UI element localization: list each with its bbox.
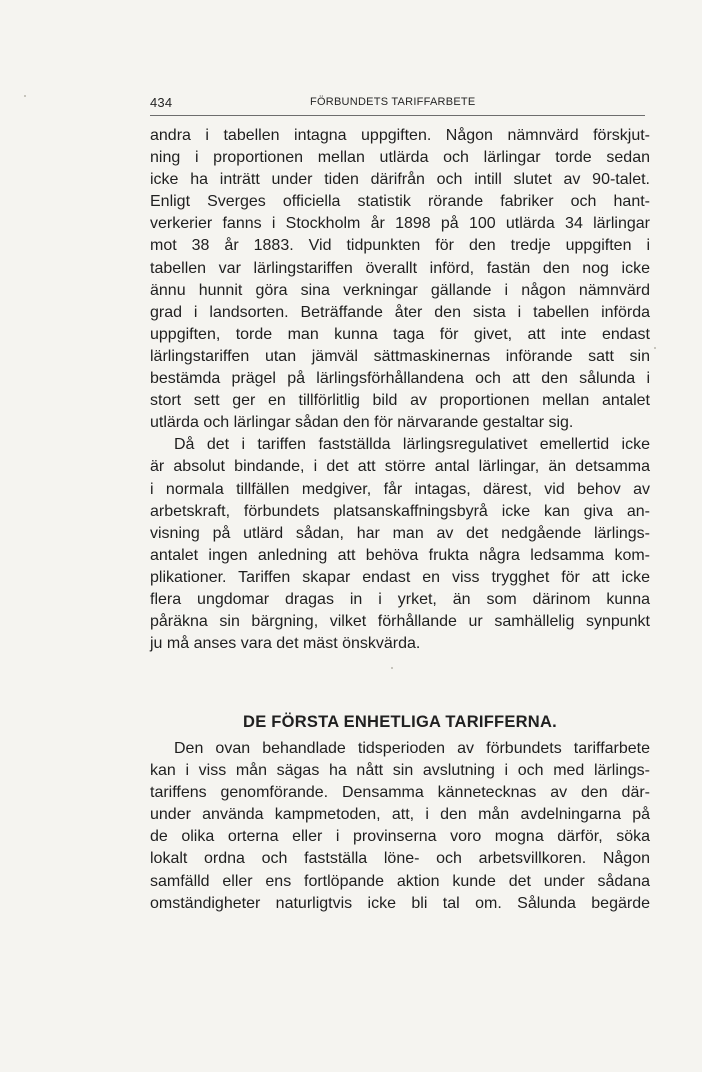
text-line: bestämda prägel på lärlingsförhållandena och att den sålunda i [150, 370, 650, 388]
text-line: mot 38 år 1883. Vid tidpunkten för den tredje uppgiften i [150, 237, 650, 255]
text-line: flera ungdomar dragas in i yrket, än som därinom kunna [150, 590, 650, 608]
text-line: är absolut bindande, i det att större antal lärlingar, än detsamma [150, 458, 650, 476]
text-line: ning i proportionen mellan utlärda och lärlingar torde sedan [150, 149, 650, 167]
text-line: påräkna sin bärgning, vilket förhållande ur samhällelig synpunkt [150, 613, 650, 631]
text-line: lokalt ordna och fastställa löne- och arbetsvillkoren. Någon [150, 850, 650, 868]
body-text-lower [150, 738, 650, 915]
text-line: kan i viss mån sägas ha nått sin avslutning i och med lärlings- [150, 762, 650, 780]
text-line: i normala tillfällen medgiver, får intagas, därest, vid behov av [150, 480, 650, 498]
text-line: Den ovan behandlade tidsperioden av förbundets tariffarbete [174, 740, 650, 757]
running-title: FÖRBUNDETS TARIFFARBETE [310, 96, 476, 108]
text-line: tabellen var lärlingstariffen överallt införd, fastän den nog icke [150, 259, 650, 277]
text-line: Enligt Sverges officiella statistik rörande fabriker och hant- [150, 193, 650, 211]
text-line: Då det i tariffen fastställda lärlingsregulativet emellertid icke [174, 436, 650, 454]
text-line: utlärda och lärlingar sådan den för närvarande gestaltar sig. [150, 414, 574, 432]
body-text-upper [150, 125, 650, 655]
text-line: antalet ingen anledning att behöva frukta några ledsamma kom- [150, 546, 650, 564]
text-line: arbetskraft, förbundets platsanskaffningsbyrå icke kan giva an- [150, 502, 650, 520]
paper-speck [654, 347, 656, 349]
text-line: ännu hunnit göra sina verkningar gällande i någon nämnvärd [150, 281, 650, 299]
text-line: andra i tabellen intagna uppgiften. Någon nämnvärd förskjut- [150, 127, 650, 144]
text-line: tariffens genomförande. Densamma kännetecknas av den där- [150, 784, 650, 802]
text-line: verkerier fanns i Stockholm år 1898 på 100 utlärda 34 lärlingar [150, 215, 650, 233]
running-header [150, 95, 645, 116]
text-line: uppgiften, torde man kunna taga för givet, att inte endast [150, 325, 650, 343]
text-line: icke ha inträtt under tiden därifrån och intill slutet av 90-talet. [150, 171, 650, 189]
text-line: omständigheter naturligtvis icke bli tal om. Sålunda begärde [150, 894, 650, 912]
text-line: lärlingstariffen utan jämväl sättmaskinernas införande satt sin [150, 347, 650, 365]
text-line: de olika orterna eller i provinserna voro mogna därför, söka [150, 828, 650, 846]
paper-speck [391, 667, 393, 669]
text-line: plikationer. Tariffen skapar endast en viss trygghet för att icke [150, 568, 650, 586]
text-line: grad i landsorten. Beträffande åter den sista i tabellen införda [150, 303, 650, 321]
paper-speck [24, 95, 26, 97]
page-number: 434 [150, 95, 173, 110]
text-line: ju må anses vara det mäst önskvärda. [150, 635, 421, 653]
text-line: under använda kampmetoden, att, i den mån avdelningarna på [150, 806, 650, 824]
text-line: stort sett ger en tillförlitlig bild av proportionen mellan antalet [150, 392, 650, 410]
text-line: visning på utlärd sådan, har man av det nedgående lärlings- [150, 524, 650, 542]
text-line: samfälld eller ens fortlöpande aktion kunde det under sådana [150, 872, 650, 890]
section-heading: DE FÖRSTA ENHETLIGA TARIFFERNA. [243, 712, 557, 731]
